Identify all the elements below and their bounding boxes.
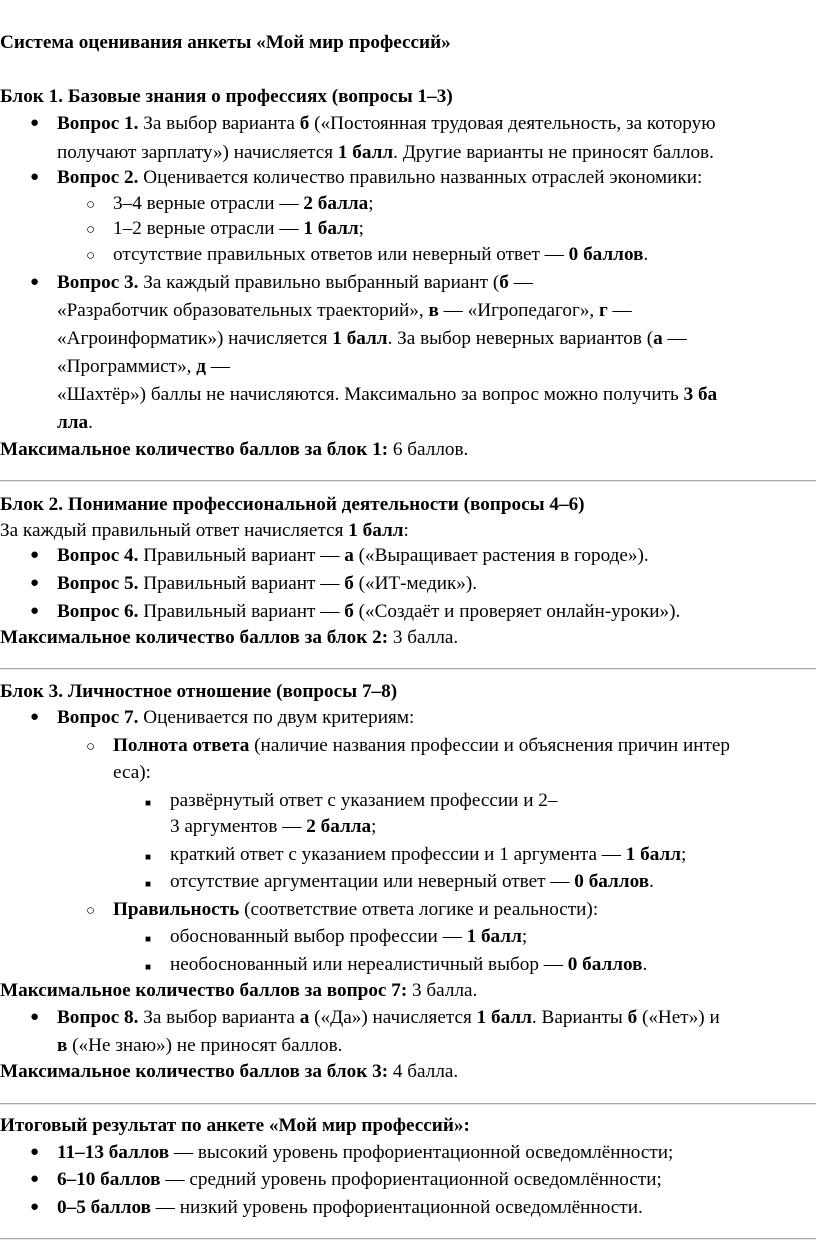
bullet-icon: ● xyxy=(30,274,40,290)
result-heading: Итоговый результат по анкете «Мой мир профессий»: xyxy=(0,1115,470,1136)
bullet-icon: ● xyxy=(30,115,40,131)
block1-q1-line2: получают зарплату») начисляется 1 балл. Другие варианты не приносят баллов. xyxy=(57,142,714,163)
bullet-icon: ● xyxy=(30,603,40,619)
block1-heading: Блок 1. Базовые знания о профессиях (вопросы 1–3) xyxy=(0,86,453,107)
bullet-icon: ● xyxy=(30,547,40,563)
block1-q3-line3: «Агроинформатик») начисляется 1 балл. За выбор неверных вариантов (а — xyxy=(57,328,687,349)
block3-q7-criterion2: Правильность (соответствие ответа логике и реальности): xyxy=(113,899,599,920)
block3-q7-c1-item3: отсутствие аргументации или неверный ответ — 0 баллов. xyxy=(170,871,654,892)
result-item-low: 0–5 баллов — низкий уровень профориентационной осведомлённости. xyxy=(57,1197,643,1218)
block1-q1-line1: Вопрос 1. За выбор варианта б («Постоянная трудовая деятельность, за которую xyxy=(57,113,716,134)
block1-q2-option1: 3–4 верные отрасли — 2 балла; xyxy=(113,193,374,214)
bullet-icon: ● xyxy=(30,1009,40,1025)
square-bullet-icon: ■ xyxy=(145,934,152,945)
bullet-icon: ● xyxy=(30,1199,40,1215)
bullet-icon: ● xyxy=(30,1144,40,1160)
block3-q7: Вопрос 7. Оценивается по двум критериям: xyxy=(57,707,415,728)
circle-bullet-icon: ○ xyxy=(86,197,96,213)
block2-intro: За каждый правильный ответ начисляется 1 балл: xyxy=(0,520,409,541)
bullet-icon: ● xyxy=(30,709,40,725)
block3-q7-criterion1-line1: Полнота ответа (наличие названия профессии и объяснения причин интер xyxy=(113,735,730,756)
block1-q2: Вопрос 2. Оценивается количество правильно названных отраслей экономики: xyxy=(57,167,703,188)
square-bullet-icon: ■ xyxy=(145,962,152,973)
circle-bullet-icon: ○ xyxy=(86,222,96,238)
divider xyxy=(0,1103,816,1105)
block1-q3-line4: «Программист», д — xyxy=(57,356,230,377)
block1-q3-line6: лла. xyxy=(57,412,93,433)
block1-max: Максимальное количество баллов за блок 1: 6 баллов. xyxy=(0,439,469,460)
block2-q6: Вопрос 6. Правильный вариант — б («Создаёт и проверяет онлайн-уроки»). xyxy=(57,601,681,622)
square-bullet-icon: ■ xyxy=(145,798,152,809)
block2-max: Максимальное количество баллов за блок 2: 3 балла. xyxy=(0,627,459,648)
block3-heading: Блок 3. Личностное отношение (вопросы 7–8) xyxy=(0,681,398,702)
result-item-high: 11–13 баллов — высокий уровень профориентационной осведомлённости; xyxy=(57,1142,674,1163)
block3-q7-max: Максимальное количество баллов за вопрос 7: 3 балла. xyxy=(0,980,478,1001)
block3-max: Максимальное количество баллов за блок 3: 4 балла. xyxy=(0,1061,459,1082)
document-title: Система оценивания анкеты «Мой мир профессий» xyxy=(0,32,451,53)
bullet-icon: ● xyxy=(30,169,40,185)
block3-q7-c1-item1-line2: 3 аргументов — 2 балла; xyxy=(170,816,377,837)
block3-q8-line2: в («Не знаю») не приносят баллов. xyxy=(57,1035,343,1056)
square-bullet-icon: ■ xyxy=(145,852,152,863)
block3-q7-c1-item2: краткий ответ с указанием профессии и 1 аргумента — 1 балл; xyxy=(170,844,687,865)
result-item-medium: 6–10 баллов — средний уровень профориентационной осведомлённости; xyxy=(57,1169,662,1190)
block3-q7-criterion1-line2: еса): xyxy=(113,762,151,783)
divider xyxy=(0,668,816,670)
block3-q7-c1-item1-line1: развёрнутый ответ с указанием профессии и 2– xyxy=(170,790,558,811)
divider xyxy=(0,480,816,482)
divider xyxy=(0,1238,816,1240)
bullet-icon: ● xyxy=(30,575,40,591)
square-bullet-icon: ■ xyxy=(145,879,152,890)
circle-bullet-icon: ○ xyxy=(86,739,96,755)
block2-heading: Блок 2. Понимание профессиональной деятельности (вопросы 4–6) xyxy=(0,494,585,515)
block1-q2-option3: отсутствие правильных ответов или неверный ответ — 0 баллов. xyxy=(113,244,649,265)
block1-q3-line5: «Шахтёр») баллы не начисляются. Максимально за вопрос можно получить 3 ба xyxy=(57,384,718,405)
block1-q3-line1: Вопрос 3. За каждый правильно выбранный вариант (б — xyxy=(57,272,533,293)
block2-q5: Вопрос 5. Правильный вариант — б («ИТ-медик»). xyxy=(57,573,478,594)
block3-q8-line1: Вопрос 8. За выбор варианта а («Да») начисляется 1 балл. Варианты б («Нет») и xyxy=(57,1007,720,1028)
block1-q3-line2: «Разработчик образовательных траекторий», в — «Игропедагог», г — xyxy=(57,300,632,321)
block1-q2-option2: 1–2 верные отрасли — 1 балл; xyxy=(113,218,364,239)
bullet-icon: ● xyxy=(30,1171,40,1187)
circle-bullet-icon: ○ xyxy=(86,903,96,919)
block3-q7-c2-item2: необоснованный или нереалистичный выбор — 0 баллов. xyxy=(170,954,648,975)
block2-q4: Вопрос 4. Правильный вариант — а («Выращивает растения в городе»). xyxy=(57,545,649,566)
circle-bullet-icon: ○ xyxy=(86,248,96,264)
block3-q7-c2-item1: обоснованный выбор профессии — 1 балл; xyxy=(170,926,528,947)
